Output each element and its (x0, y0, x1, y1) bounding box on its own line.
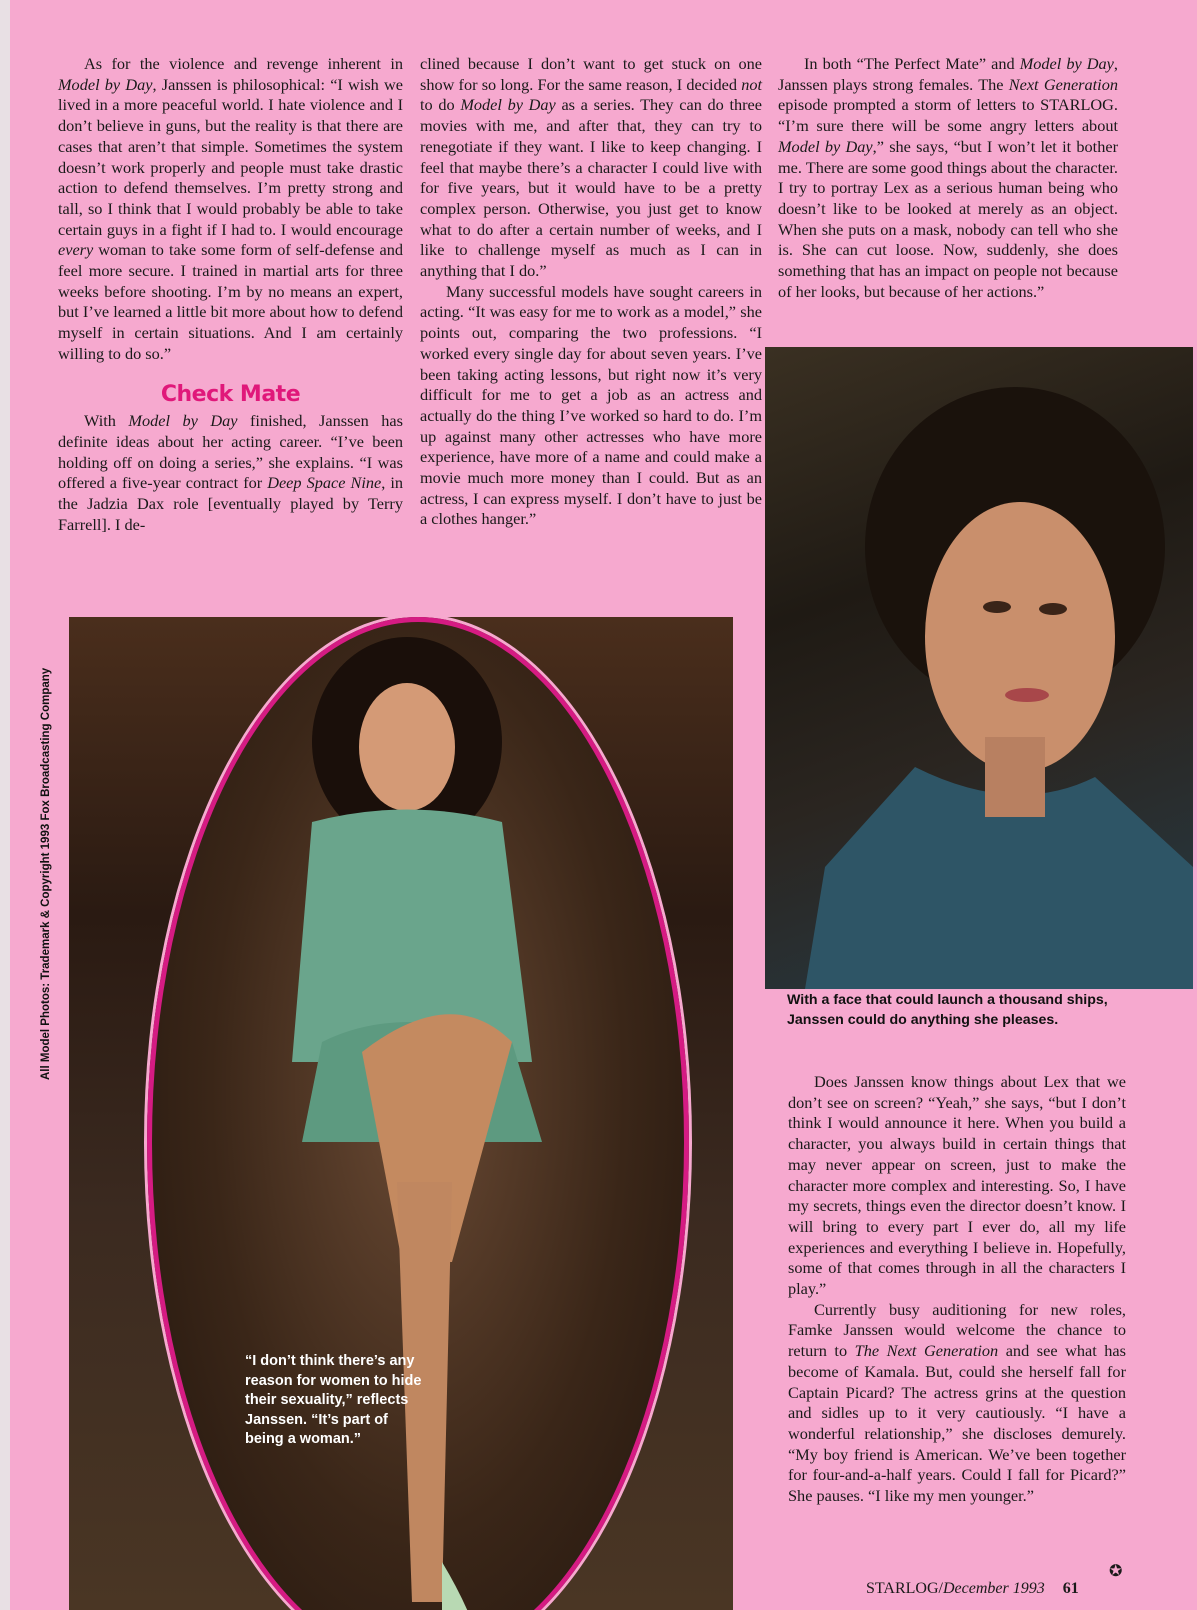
page-edge (0, 0, 10, 1610)
column-1 (58, 54, 403, 535)
page-footer (866, 1580, 1079, 1598)
paragraph: Does Janssen know things about Lex that we don’t see on screen? “Yeah,” she says, “but I don’t think I would announce it here. When you build a character, you always build in certain things that may never appear on screen, just to make the character more complex and interesting. So, I have my secrets, things even the director doesn’t know. I will bring to every part I ever do, all my life experiences and everything I believe in. Hopefully, some of that comes through in all the characters I play.” (788, 1072, 1126, 1299)
column-3-continued (788, 1072, 1126, 1507)
column-3 (778, 54, 1118, 302)
paragraph: clined because I don’t want to get stuck on one show for so long. For the same reason, I decided not to do Model by Day as a series. They can do three movies with me, and after that, they can try to renegotiate if they want. I like to keep changing. I feel that maybe there’s a character I could live with for five years, but it would have to be a pretty complex person. Otherwise, you just get to know what to do after a certain number of weeks, and I like to challenge myself as much as I can in anything that I do.” (420, 54, 763, 281)
magazine-name: STARLOG/ (866, 1580, 943, 1597)
page-number: 61 (1062, 1580, 1079, 1597)
paragraph: Currently busy auditioning for new roles, Famke Janssen would welcome the chance to return to The Next Generation and see what has become of Kamala. But, could she herself fall for Captain Picard? The actress grins at the question and sidles up to it very cautiously. “I have a wonderful relationship,” she discloses demurely. “My boy friend is American. We’ve been together for four-and-a-half years. Could I fall for Picard?” She pauses. “I like my men younger.” (788, 1299, 1126, 1506)
portrait-illustration (765, 347, 1193, 989)
issue-date: December 1993 (942, 1580, 1045, 1597)
seated-caption: “I don’t think there’s any reason for women to hide their sexuality,” reflects Janssen. “It’s part of being a woman.” (245, 1353, 422, 1447)
seated-illustration (152, 622, 684, 1610)
oval-frame (147, 617, 689, 1610)
seated-photo (69, 617, 733, 1610)
end-mark-icon: ✪ (1109, 1563, 1123, 1580)
paragraph: As for the violence and revenge inherent in Model by Day, Janssen is philosophical: “I wish we lived in a more peaceful world. I hate violence and I don’t believe in guns, but the reality is that there are cases that aren’t that simple. Sometimes the system doesn’t work properly and people must take drastic action to defend themselves. I’m pretty strong and tall, so I think that I would probably be able to take certain guys in a fight if I had to. I would encourage every woman to take some form of self-defense and feel more secure. I trained in martial arts for three weeks before shooting. I’m by no means an expert, but I’ve learned a little bit more about how to defend myself in certain situations. And I am certainly willing to do so.” (58, 54, 403, 363)
column-2 (420, 54, 762, 530)
subheading: Check Mate (160, 381, 301, 407)
paragraph: With Model by Day finished, Janssen has definite ideas about her acting career. “I’ve been holding off on doing a series,” she explains. “I was offered a five-year contract for Deep Space Nine, in the Jadzia Dax role [eventually played by Terry Farrell]. I de- (58, 411, 403, 534)
portrait-caption: With a face that could launch a thousand ships, Janssen could do anything she pleases. (787, 992, 1108, 1028)
paragraph: Many successful models have sought careers in acting. “It was easy for me to work as a model,” she points out, comparing the two professions. “I worked every single day for about seven years. I’ve been taking acting lessons, but right now it’s very difficult for me to get a job as an actress and actually do the thing I’ve worked so hard to do. I’m up against many other actresses who have more experience, have more of a name and could make a movie much more money than I could. But as an actress, I can express myself. I don’t have to just be a clothes hanger.” (420, 281, 762, 529)
paragraph: In both “The Perfect Mate” and Model by Day, Janssen plays strong females. The Next Generation episode prompted a storm of letters to STARLOG. “I’m sure there will be some angry letters about Model by Day,” she says, “but I won’t let it bother me. There are some good things about the character. I try to portray Lex as a serious human being who doesn’t like to be looked at merely as an object. When she puts on a mask, nobody can tell who she is. She can cut loose. Now, suddenly, she does something that has an impact on people not because of her looks, but because of her actions.” (778, 54, 1118, 301)
photo-credit: All Model Photos: Trademark & Copyright 1993 Fox Broadcasting Company (40, 667, 52, 1080)
portrait-photo (765, 347, 1193, 989)
